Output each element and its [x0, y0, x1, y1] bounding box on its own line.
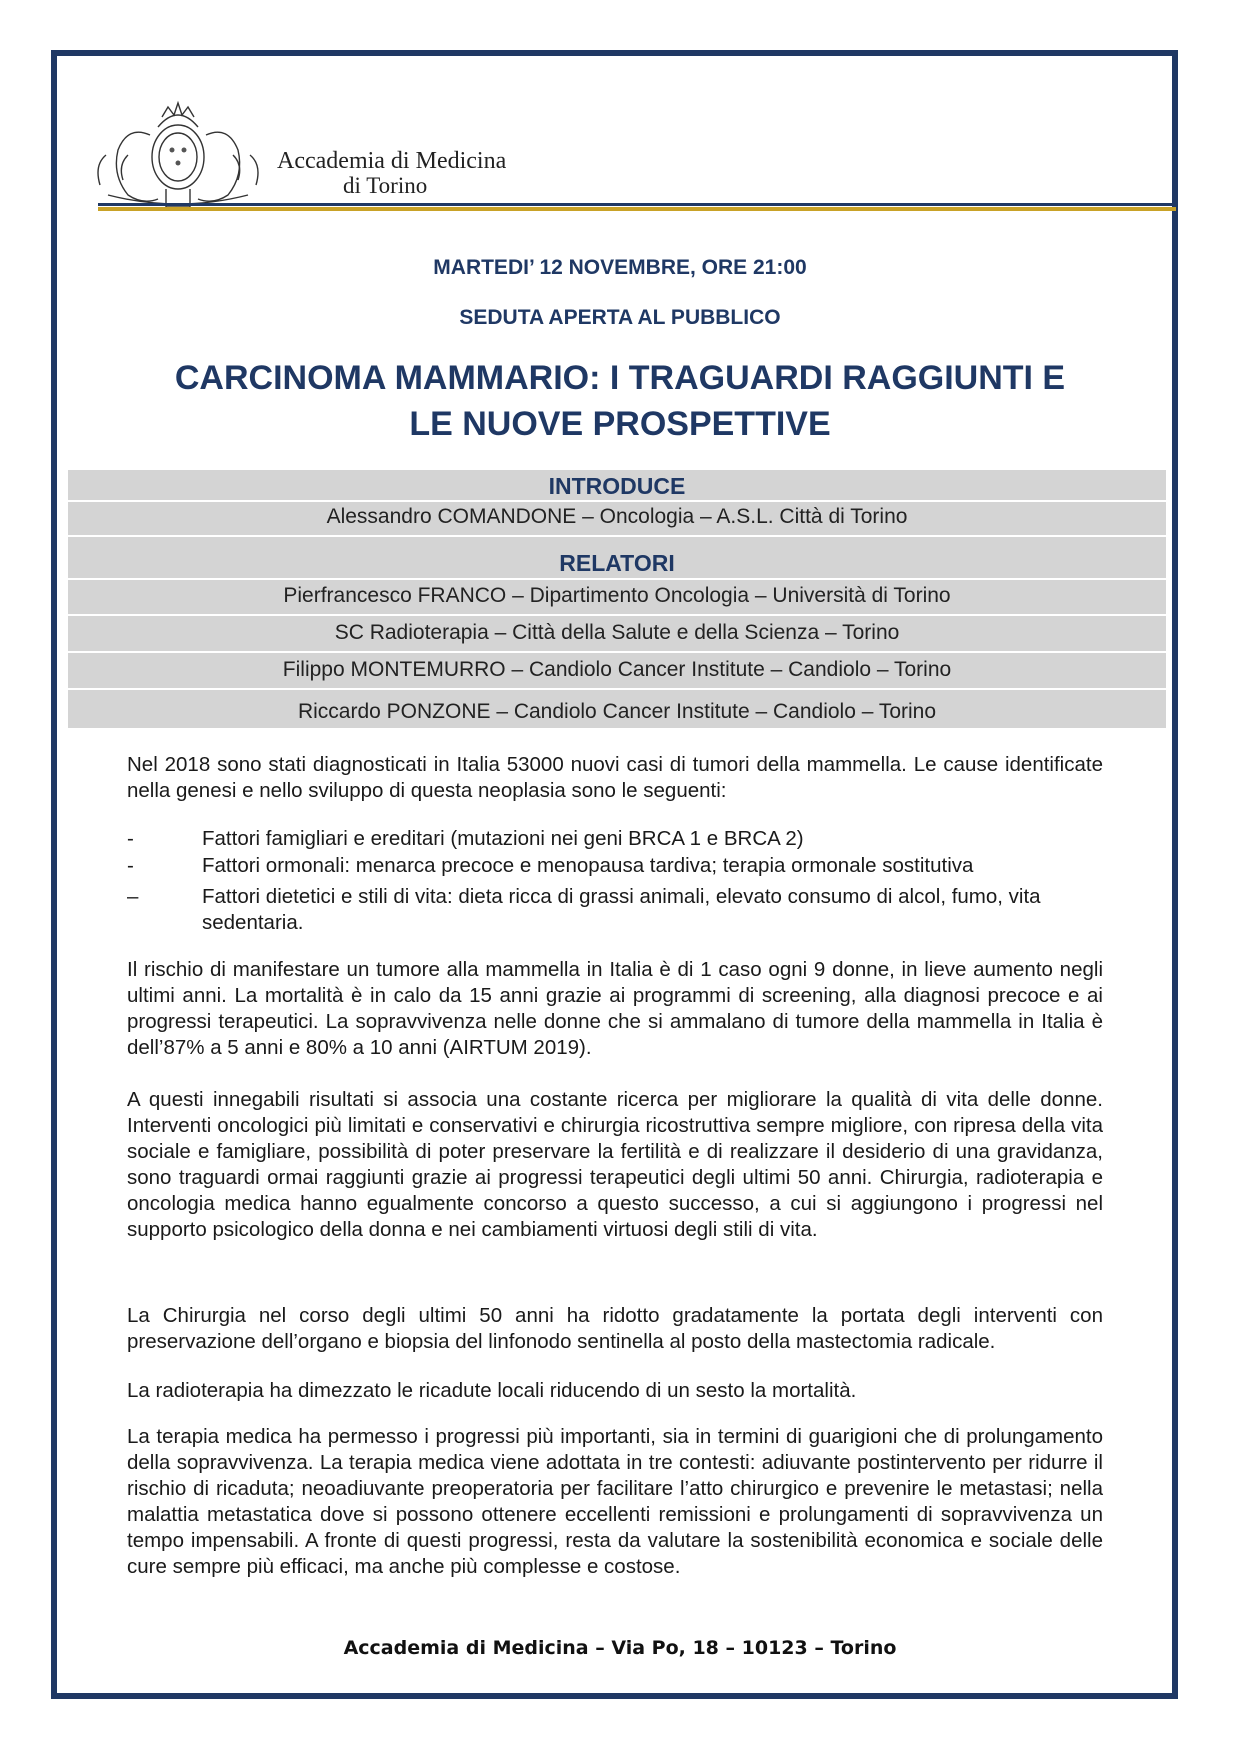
- divider: [68, 651, 1166, 653]
- speakers-panel: [68, 470, 1166, 728]
- academy-crest-logo: [88, 95, 268, 215]
- bullet-text: Fattori famigliari e ereditari (mutazioni nei geni BRCA 1 e BRCA 2): [202, 827, 804, 850]
- header-rule-gold: [98, 207, 1176, 211]
- academy-name: [277, 148, 506, 199]
- event-title-line2: LE NUOVE PROSPETTIVE: [409, 405, 831, 443]
- bullet-text: Fattori dietetici e stili di vita: dieta ricca di grassi animali, elevato consumo di alcol, fumo, vita sedentaria.: [202, 885, 1041, 934]
- bullet-marker: –: [127, 885, 139, 908]
- divider: [68, 578, 1166, 580]
- paragraph-surgery: La Chirurgia nel corso degli ultimi 50 anni ha ridotto gradatamente la portata degli interventi con preservazione dell’organo e biopsia del linfonodo sentinella al posto della mastectomia radicale.: [127, 1304, 1103, 1353]
- paragraph-intro: Nel 2018 sono stati diagnosticati in Italia 53000 nuovi casi di tumori della mammella. Le cause identificate nella genesi e nello sviluppo di questa neoplasia sono le seguenti:: [127, 753, 1103, 802]
- introduce-label: INTRODUCE: [548, 473, 686, 499]
- bullet-text: Fattori ormonali: menarca precoce e menopausa tardiva; terapia ormonale sostitutiva: [202, 854, 974, 877]
- divider: [68, 688, 1166, 690]
- paragraph-radiotherapy: La radioterapia ha dimezzato le ricadute locali riducendo di un sesto la mortalità.: [127, 1379, 857, 1402]
- relatore-2: Filippo MONTEMURRO – Candiolo Cancer Institute – Candiolo – Torino: [282, 658, 952, 681]
- relatori-label: RELATORI: [559, 550, 675, 576]
- relatore-3: Riccardo PONZONE – Candiolo Cancer Institute – Candiolo – Torino: [297, 700, 937, 723]
- paragraph-risk: Il rischio di manifestare un tumore alla mammella in Italia è di 1 caso ogni 9 donne, in lieve aumento negli ultimi anni. La mortalità è in calo da 15 anni grazie ai programmi di screening, alla diagnosi precoce e ai progressi terapeutici. La sopravvivenza nelle donne che si ammalano di tumore della mammella in Italia è dell’87% a 5 anni e 80% a 10 anni (AIRTUM 2019).: [127, 958, 1103, 1059]
- introducer: Alessandro COMANDONE – Oncologia – A.S.L. Città di Torino: [326, 505, 908, 528]
- relatore-1: Pierfrancesco FRANCO – Dipartimento Oncologia – Università di Torino: [283, 584, 951, 607]
- academy-name-line1: Accademia di Medicina: [277, 148, 507, 174]
- divider: [68, 535, 1166, 537]
- bullet-marker: -: [127, 827, 134, 850]
- header-rule-blue: [98, 203, 1176, 206]
- divider: [68, 500, 1166, 502]
- event-title: [0, 355, 1240, 447]
- paragraph-medical-therapy: La terapia medica ha permesso i progressi più importanti, sia in termini di guarigioni che di prolungamento della sopravvivenza. La terapia medica viene adottata in tre contesti: adiuvante postintervento per ridurre il rischio di ricaduta; neoadiuvante preoperatoria per facilitare l’atto chirurgico e prevenire le metastasi; nella malattia metastatica dove si possono ottenere eccellenti remissioni e prolungamenti di sopravvivenza un tempo impensabili. A fronte di questi progressi, resta da valutare la sostenibilità economica e sociale delle cure sempre più efficaci, ma anche più complesse e costose.: [127, 1425, 1103, 1578]
- event-date: MARTEDI’ 12 NOVEMBRE, ORE 21:00: [433, 256, 807, 279]
- session-type: SEDUTA APERTA AL PUBBLICO: [459, 306, 781, 329]
- paragraph-quality: A questi innegabili risultati si associa una costante ricerca per migliorare la qualità di vita delle donne. Interventi oncologici più limitati e conservativi e chirurgia ricostruttiva sempre migliore, con ripresa della vita sociale e famigliare, possibilità di poter preservare la fertilità e di realizzare il desiderio di una gravidanza, sono traguardi ormai raggiunti grazie ai progressi terapeutici degli ultimi 50 anni. Chirurgia, radioterapia e oncologia medica hanno egualmente concorso a questo successo, a cui si aggiungono i progressi nel supporto psicologico della donna e nei cambiamenti virtuosi degli stili di vita.: [127, 1088, 1103, 1241]
- event-title-line1: CARCINOMA MAMMARIO: I TRAGUARDI RAGGIUNTI E: [174, 359, 1066, 397]
- bullet-marker: -: [127, 854, 134, 877]
- divider: [68, 614, 1166, 616]
- footer-address: Accademia di Medicina – Via Po, 18 – 10123 – Torino: [343, 1637, 897, 1659]
- relatore-1-affiliation: SC Radioterapia – Città della Salute e della Scienza – Torino: [334, 621, 900, 644]
- academy-name-line2: di Torino: [343, 173, 428, 198]
